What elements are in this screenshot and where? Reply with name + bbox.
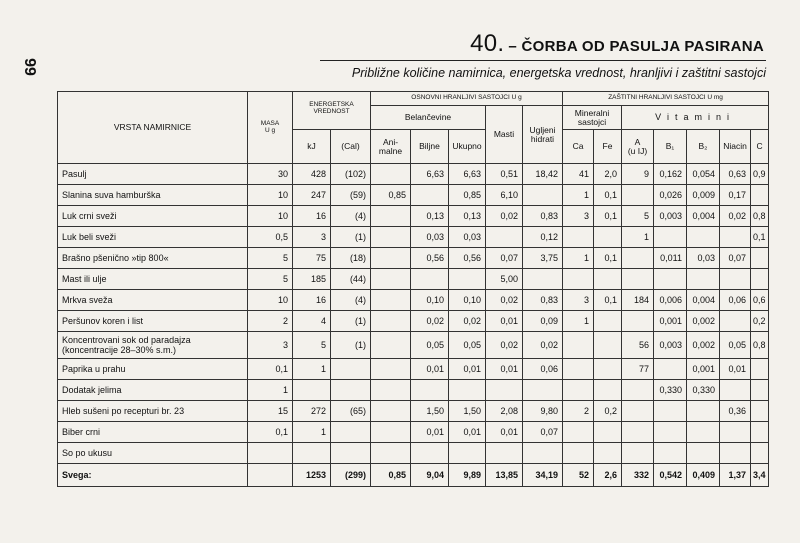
cell-cal [331, 422, 371, 443]
cell-ca: 52 [563, 464, 594, 487]
cell-ukup: 0,10 [449, 290, 486, 311]
cell-b2: 0,002 [687, 311, 720, 332]
header-c: C [751, 130, 769, 164]
cell-c [751, 269, 769, 290]
cell-masti: 0,07 [486, 248, 523, 269]
cell-bilj: 0,01 [411, 359, 449, 380]
cell-b1: 0,001 [654, 311, 687, 332]
cell-ca [563, 422, 594, 443]
cell-masa: 5 [248, 269, 293, 290]
cell-uglj: 0,06 [523, 359, 563, 380]
cell-masti: 2,08 [486, 401, 523, 422]
page-subtitle: Približne količine namirnica, energetska vrednost, hranljivi i zaštitni sastojci [351, 66, 766, 80]
cell-a: 5 [622, 206, 654, 227]
cell-ca [563, 269, 594, 290]
cell-b1 [654, 401, 687, 422]
cell-kj: 185 [293, 269, 331, 290]
cell-b2 [687, 443, 720, 464]
cell-bilj: 6,63 [411, 164, 449, 185]
header-osnovni: OSNOVNI HRANLJIVI SASTOJCI U g [371, 92, 563, 106]
cell-b2 [687, 227, 720, 248]
cell-a [622, 269, 654, 290]
header-a: A (u IJ) [622, 130, 654, 164]
cell-b1: 0,542 [654, 464, 687, 487]
cell-a: 1 [622, 227, 654, 248]
cell-uglj: 18,42 [523, 164, 563, 185]
cell-b1: 0,162 [654, 164, 687, 185]
cell-niacin: 0,07 [720, 248, 751, 269]
cell-a: 184 [622, 290, 654, 311]
header-energ: ENERGETSKA VREDNOST [293, 92, 371, 130]
header-masa: MASA U g [248, 92, 293, 164]
cell-ca: 1 [563, 185, 594, 206]
header-b1: B₁ [654, 130, 687, 164]
table-row [58, 401, 769, 422]
cell-bilj: 0,56 [411, 248, 449, 269]
cell-bilj [411, 443, 449, 464]
cell-fe: 2,0 [594, 164, 622, 185]
cell-fe: 2,6 [594, 464, 622, 487]
cell-c: 3,4 [751, 464, 769, 487]
cell-uglj [523, 185, 563, 206]
cell-niacin: 0,36 [720, 401, 751, 422]
cell-masa: 5 [248, 248, 293, 269]
cell-niacin: 0,01 [720, 359, 751, 380]
cell-fe: 0,2 [594, 401, 622, 422]
cell-fe [594, 359, 622, 380]
cell-cal: (299) [331, 464, 371, 487]
cell-bilj: 0,01 [411, 422, 449, 443]
header-zastitni: ZAŠTITNI HRANLJIVI SASTOJCI U mg [563, 92, 769, 106]
cell-c [751, 422, 769, 443]
cell-c [751, 443, 769, 464]
header-ca: Ca [563, 130, 594, 164]
cell-ca: 1 [563, 311, 594, 332]
cell-name: Luk crni sveži [58, 206, 248, 227]
cell-niacin [720, 269, 751, 290]
cell-anim [371, 332, 411, 359]
cell-ca: 3 [563, 290, 594, 311]
cell-kj: 1 [293, 359, 331, 380]
cell-bilj: 0,10 [411, 290, 449, 311]
header-animalne: Ani- malne [371, 130, 411, 164]
cell-bilj: 1,50 [411, 401, 449, 422]
cell-cal: (59) [331, 185, 371, 206]
header-kj: kJ [293, 130, 331, 164]
cell-kj: 1253 [293, 464, 331, 487]
cell-masti: 0,02 [486, 206, 523, 227]
table-row [58, 269, 769, 290]
cell-kj: 247 [293, 185, 331, 206]
cell-b1 [654, 422, 687, 443]
cell-masti: 0,02 [486, 332, 523, 359]
nutrition-table [57, 91, 769, 487]
cell-c [751, 248, 769, 269]
cell-niacin: 0,06 [720, 290, 751, 311]
cell-fe [594, 269, 622, 290]
cell-b1: 0,330 [654, 380, 687, 401]
cell-b2: 0,409 [687, 464, 720, 487]
cell-fe: 0,1 [594, 206, 622, 227]
cell-kj: 16 [293, 206, 331, 227]
cell-c: 0,1 [751, 227, 769, 248]
cell-ca: 2 [563, 401, 594, 422]
cell-ukup: 6,63 [449, 164, 486, 185]
cell-anim [371, 206, 411, 227]
header-vitamini: Vitamini [622, 106, 769, 130]
cell-c: 0,6 [751, 290, 769, 311]
total-row [58, 464, 769, 487]
cell-fe: 0,1 [594, 185, 622, 206]
cell-masti: 0,02 [486, 290, 523, 311]
header-cal: (Cal) [331, 130, 371, 164]
cell-c [751, 401, 769, 422]
cell-cal: (18) [331, 248, 371, 269]
cell-c: 0,9 [751, 164, 769, 185]
cell-uglj: 9,80 [523, 401, 563, 422]
table-row [58, 248, 769, 269]
cell-c: 0,2 [751, 311, 769, 332]
cell-fe [594, 443, 622, 464]
cell-anim [371, 164, 411, 185]
cell-masa [248, 443, 293, 464]
cell-b1: 0,003 [654, 332, 687, 359]
cell-niacin: 0,02 [720, 206, 751, 227]
cell-b2 [687, 401, 720, 422]
cell-kj: 3 [293, 227, 331, 248]
cell-kj: 16 [293, 290, 331, 311]
cell-bilj [411, 185, 449, 206]
cell-a [622, 311, 654, 332]
cell-uglj [523, 443, 563, 464]
cell-masa: 0,5 [248, 227, 293, 248]
cell-c [751, 359, 769, 380]
cell-b1 [654, 269, 687, 290]
cell-ukup: 1,50 [449, 401, 486, 422]
cell-cal: (4) [331, 206, 371, 227]
cell-cal: (1) [331, 332, 371, 359]
cell-b2: 0,002 [687, 332, 720, 359]
header-b2: B₂ [687, 130, 720, 164]
cell-masti: 6,10 [486, 185, 523, 206]
cell-niacin [720, 311, 751, 332]
cell-uglj: 3,75 [523, 248, 563, 269]
table-row [58, 332, 769, 359]
cell-anim [371, 269, 411, 290]
cell-uglj: 0,02 [523, 332, 563, 359]
cell-ca [563, 227, 594, 248]
cell-b2: 0,009 [687, 185, 720, 206]
cell-b2: 0,330 [687, 380, 720, 401]
table-row [58, 185, 769, 206]
cell-name: Luk beli sveži [58, 227, 248, 248]
header-masti: Masti [486, 106, 523, 164]
cell-name: Hleb sušeni po recepturi br. 23 [58, 401, 248, 422]
cell-ca: 41 [563, 164, 594, 185]
cell-ukup [449, 269, 486, 290]
cell-a: 56 [622, 332, 654, 359]
page-title [470, 30, 764, 58]
cell-masa: 0,1 [248, 422, 293, 443]
cell-niacin: 0,17 [720, 185, 751, 206]
cell-a [622, 380, 654, 401]
cell-name: Svega: [58, 464, 248, 487]
cell-c: 0,8 [751, 332, 769, 359]
cell-masa: 10 [248, 185, 293, 206]
cell-anim [371, 290, 411, 311]
cell-fe: 0,1 [594, 290, 622, 311]
cell-fe [594, 332, 622, 359]
cell-name: Dodatak jelima [58, 380, 248, 401]
cell-kj [293, 380, 331, 401]
cell-niacin [720, 227, 751, 248]
cell-name: Biber crni [58, 422, 248, 443]
cell-ca [563, 443, 594, 464]
cell-ukup [449, 443, 486, 464]
cell-cal [331, 359, 371, 380]
cell-anim: 0,85 [371, 464, 411, 487]
recipe-number: 40. [470, 30, 505, 57]
cell-ca [563, 359, 594, 380]
cell-ukup: 0,56 [449, 248, 486, 269]
header-mineralni: Mineralni sastojci [563, 106, 622, 130]
cell-masti: 0,01 [486, 422, 523, 443]
cell-fe [594, 380, 622, 401]
cell-b1: 0,003 [654, 206, 687, 227]
cell-bilj: 0,13 [411, 206, 449, 227]
table-row [58, 164, 769, 185]
cell-cal [331, 380, 371, 401]
table-row [58, 422, 769, 443]
table-row [58, 380, 769, 401]
cell-anim [371, 443, 411, 464]
cell-kj: 428 [293, 164, 331, 185]
cell-bilj: 9,04 [411, 464, 449, 487]
cell-a: 77 [622, 359, 654, 380]
cell-masa: 10 [248, 290, 293, 311]
cell-anim [371, 359, 411, 380]
cell-a [622, 248, 654, 269]
cell-cal: (102) [331, 164, 371, 185]
cell-ukup: 0,13 [449, 206, 486, 227]
cell-ukup: 0,01 [449, 422, 486, 443]
cell-fe [594, 422, 622, 443]
recipe-title: – ČORBA OD PASULJA PASIRANA [508, 38, 764, 55]
cell-masti: 5,00 [486, 269, 523, 290]
cell-uglj [523, 380, 563, 401]
title-rule [320, 60, 766, 61]
cell-a [622, 422, 654, 443]
cell-masti: 0,01 [486, 311, 523, 332]
cell-b2 [687, 269, 720, 290]
cell-masa: 1 [248, 380, 293, 401]
header-fe: Fe [594, 130, 622, 164]
table-row [58, 443, 769, 464]
cell-name: Peršunov koren i list [58, 311, 248, 332]
header-biljne: Biljne [411, 130, 449, 164]
cell-anim: 0,85 [371, 185, 411, 206]
cell-a [622, 185, 654, 206]
cell-fe: 0,1 [594, 248, 622, 269]
cell-name: Koncentrovani sok od paradajza (koncentracije 28–30% s.m.) [58, 332, 248, 359]
cell-niacin [720, 422, 751, 443]
cell-c: 0,8 [751, 206, 769, 227]
cell-uglj: 0,12 [523, 227, 563, 248]
cell-ukup [449, 380, 486, 401]
table-row [58, 311, 769, 332]
cell-b1 [654, 359, 687, 380]
cell-masa [248, 464, 293, 487]
cell-name: Mrkva sveža [58, 290, 248, 311]
cell-b1: 0,011 [654, 248, 687, 269]
cell-b2: 0,03 [687, 248, 720, 269]
cell-name: Paprika u prahu [58, 359, 248, 380]
cell-b1 [654, 443, 687, 464]
cell-anim [371, 401, 411, 422]
cell-a [622, 401, 654, 422]
cell-b2 [687, 422, 720, 443]
cell-masa: 2 [248, 311, 293, 332]
cell-uglj: 0,83 [523, 206, 563, 227]
cell-a: 9 [622, 164, 654, 185]
header-vrsta: VRSTA NAMIRNICE [58, 92, 248, 164]
cell-bilj: 0,05 [411, 332, 449, 359]
cell-cal: (1) [331, 227, 371, 248]
cell-b2: 0,004 [687, 290, 720, 311]
cell-ukup: 0,01 [449, 359, 486, 380]
cell-niacin: 0,63 [720, 164, 751, 185]
cell-kj: 5 [293, 332, 331, 359]
table-row [58, 206, 769, 227]
cell-ukup: 0,85 [449, 185, 486, 206]
cell-kj: 4 [293, 311, 331, 332]
cell-uglj: 0,07 [523, 422, 563, 443]
header-ukupno: Ukupno [449, 130, 486, 164]
cell-anim [371, 248, 411, 269]
table-row [58, 227, 769, 248]
cell-bilj: 0,03 [411, 227, 449, 248]
cell-kj: 75 [293, 248, 331, 269]
cell-anim [371, 311, 411, 332]
cell-ca: 3 [563, 206, 594, 227]
page-number: 99 [21, 58, 38, 76]
cell-a: 332 [622, 464, 654, 487]
cell-name: Brašno pšenično »tip 800« [58, 248, 248, 269]
cell-uglj: 0,09 [523, 311, 563, 332]
cell-ukup: 0,05 [449, 332, 486, 359]
cell-name: Mast ili ulje [58, 269, 248, 290]
cell-cal [331, 443, 371, 464]
cell-anim [371, 380, 411, 401]
cell-masti: 0,51 [486, 164, 523, 185]
cell-masti: 0,01 [486, 359, 523, 380]
cell-ca [563, 332, 594, 359]
cell-name: Slanina suva hamburška [58, 185, 248, 206]
cell-niacin: 0,05 [720, 332, 751, 359]
cell-fe [594, 311, 622, 332]
cell-ukup: 9,89 [449, 464, 486, 487]
cell-masa: 0,1 [248, 359, 293, 380]
cell-masa: 15 [248, 401, 293, 422]
cell-cal: (4) [331, 290, 371, 311]
cell-kj [293, 443, 331, 464]
cell-cal: (1) [331, 311, 371, 332]
cell-niacin [720, 380, 751, 401]
cell-anim [371, 422, 411, 443]
cell-b2: 0,004 [687, 206, 720, 227]
cell-fe [594, 227, 622, 248]
cell-anim [371, 227, 411, 248]
cell-masti: 13,85 [486, 464, 523, 487]
cell-kj: 1 [293, 422, 331, 443]
cell-niacin [720, 443, 751, 464]
cell-a [622, 443, 654, 464]
cell-ca: 1 [563, 248, 594, 269]
cell-kj: 272 [293, 401, 331, 422]
cell-masa: 30 [248, 164, 293, 185]
cell-bilj: 0,02 [411, 311, 449, 332]
cell-name: Pasulj [58, 164, 248, 185]
cell-b2: 0,001 [687, 359, 720, 380]
cell-masti [486, 443, 523, 464]
cell-c [751, 185, 769, 206]
cell-ukup: 0,03 [449, 227, 486, 248]
table-row [58, 290, 769, 311]
cell-uglj: 34,19 [523, 464, 563, 487]
cell-ca [563, 380, 594, 401]
cell-c [751, 380, 769, 401]
cell-uglj: 0,83 [523, 290, 563, 311]
cell-masa: 3 [248, 332, 293, 359]
header-belancevine: Belančevine [371, 106, 486, 130]
cell-b1: 0,026 [654, 185, 687, 206]
cell-uglj [523, 269, 563, 290]
cell-cal: (44) [331, 269, 371, 290]
cell-b1: 0,006 [654, 290, 687, 311]
cell-b2: 0,054 [687, 164, 720, 185]
header-ugljeni: Ugljeni hidrati [523, 106, 563, 164]
header-niacin: Niacin [720, 130, 751, 164]
cell-bilj [411, 269, 449, 290]
cell-b1 [654, 227, 687, 248]
cell-masa: 10 [248, 206, 293, 227]
cell-bilj [411, 380, 449, 401]
table-row [58, 359, 769, 380]
cell-name: So po ukusu [58, 443, 248, 464]
cell-masti [486, 380, 523, 401]
cell-ukup: 0,02 [449, 311, 486, 332]
cell-masti [486, 227, 523, 248]
cell-cal: (65) [331, 401, 371, 422]
cell-niacin: 1,37 [720, 464, 751, 487]
